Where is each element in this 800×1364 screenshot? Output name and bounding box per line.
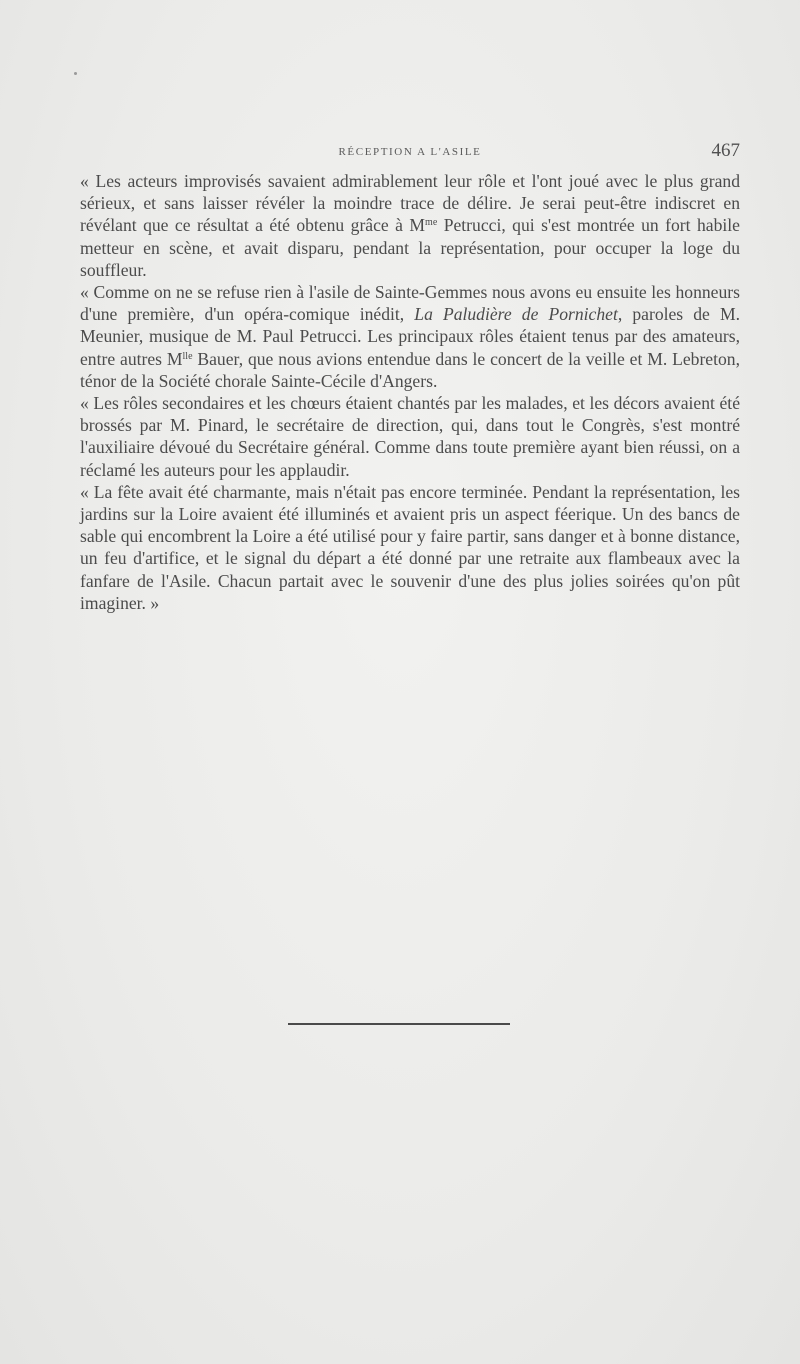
running-title: RÉCEPTION A L'ASILE (338, 146, 482, 158)
paragraph-3 (80, 392, 740, 481)
paragraph-text-mid: , paroles de M. Meunier, musique de M. Paul Petrucci. Les principaux rôles étaient tenus par des amateurs, entre autres M (80, 304, 740, 369)
paragraph-text-after: Bauer, que nous avions entendue dans le concert de la veille et M. Lebreton, ténor de la Société chorale Sainte-Cécile d'Angers. (80, 348, 740, 391)
body-text (80, 170, 740, 614)
paragraph-1 (80, 170, 740, 281)
paragraph-text: La fête avait été charmante, mais n'était pas encore terminée. Pendant la représentation, les jardins sur la Loire avaient été illuminés et avaient pris un aspect féerique. Un des bancs de sable qui encombrent la Loire a été utilisé pour y faire partir, sans danger et à bonne distance, un feu d'artifice, et le signal du départ a été donné par une retraite aux flambeaux avec la fanfare de l'Asile. Chacun partait avec le souvenir d'une des plus jolies soirées qu'on pût imaginer. » (80, 481, 740, 613)
superscript: lle (182, 350, 193, 362)
open-quote: « (80, 282, 94, 303)
paragraph-4 (80, 481, 740, 614)
paragraph-text: Comme on ne se refuse rien à l'asile de Sainte-Gemmes nous avons eu ensuite les honneurs d'une première, d'un opéra-comique inédit, (80, 282, 740, 325)
page-number: 467 (711, 140, 740, 161)
superscript: me (425, 217, 438, 229)
paragraph-2 (80, 281, 740, 392)
paragraph-text: Les acteurs improvisés savaient admirablement leur rôle et l'ont joué avec le plus grand sérieux, et sans laisser révéler la moindre trace de délire. Je serai peut-être indiscret en révélant que ce résultat a été obtenu grâce à M (80, 171, 740, 236)
open-quote: « (80, 481, 94, 502)
paragraph-text-after: Petrucci, qui s'est montrée un fort habile metteur en scène, et avait disparu, pendant la représentation, pour occuper la loge du souffleur. (80, 215, 740, 280)
paper-speck (74, 72, 77, 75)
opera-title: La Paludière de Pornichet (414, 304, 618, 325)
open-quote: « (80, 393, 94, 414)
paragraph-text: Les rôles secondaires et les chœurs étaient chantés par les malades, et les décors avaient été brossés par M. Pinard, le secrétaire de direction, qui, dans tout le Congrès, s'est montré l'auxiliaire dévoué du Secrétaire général. Comme dans toute première ayant bien réussi, on a réclamé les auteurs pour les applaudir. (80, 393, 741, 480)
page-header (80, 140, 740, 170)
end-rule (288, 1023, 510, 1025)
open-quote: « (80, 171, 96, 191)
